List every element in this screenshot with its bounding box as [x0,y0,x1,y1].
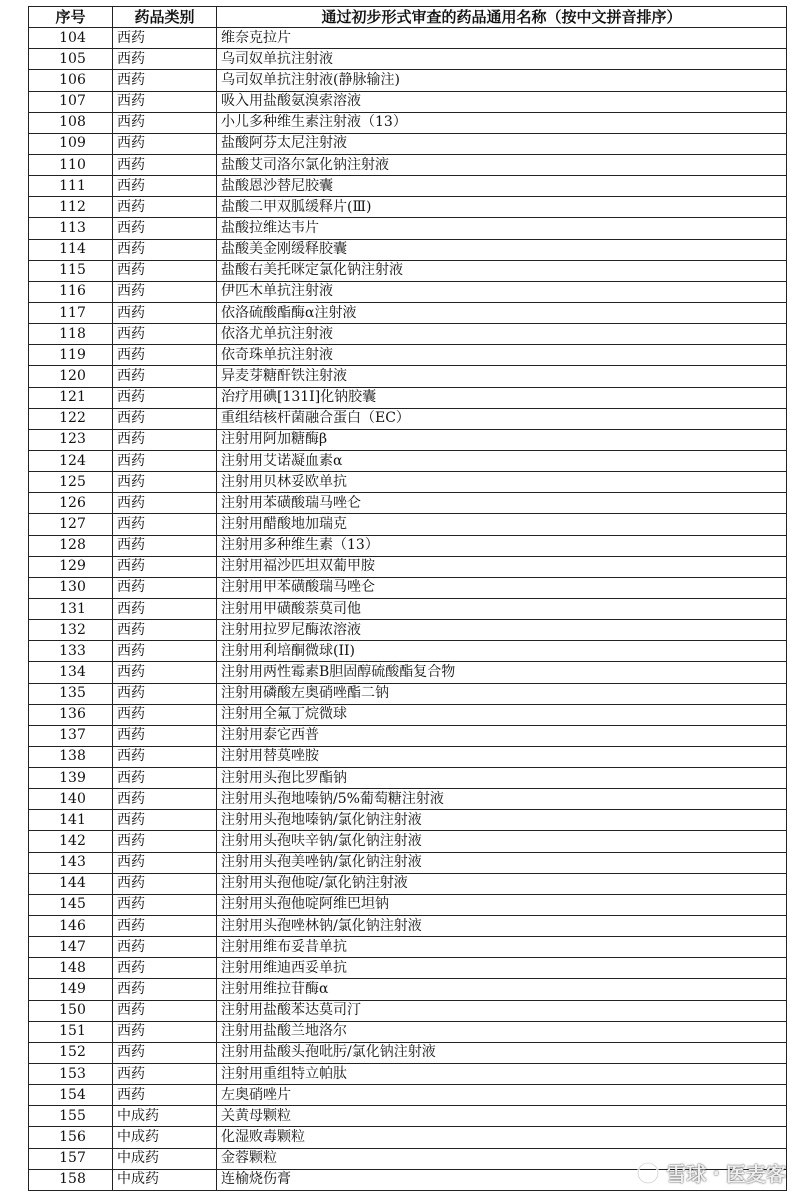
cell-drug-category: 西药 [113,324,217,345]
table-row [29,810,787,831]
cell-drug-category: 西药 [113,1000,217,1021]
cell-drug-generic-name: 注射用全氟丁烷微球 [217,704,787,725]
watermark-brand: 雪球 [666,1162,707,1186]
cell-drug-generic-name: 注射用阿加糖酶β [217,429,787,450]
cell-serial-number: 122 [29,408,113,429]
table-row [29,197,787,218]
cell-drug-generic-name: 注射用甲苯磺酸瑞马唑仑 [217,577,787,598]
table-row [29,789,787,810]
table-row [29,450,787,471]
cell-drug-category: 西药 [113,937,217,958]
table-row [29,408,787,429]
cell-drug-category: 西药 [113,916,217,937]
table-row [29,873,787,894]
cell-drug-category: 西药 [113,70,217,91]
cell-serial-number: 148 [29,958,113,979]
table-body [29,28,787,1191]
table-row [29,324,787,345]
cell-drug-generic-name: 左奥硝唑片 [217,1085,787,1106]
header-drug-generic-name: 通过初步形式审查的药品通用名称（按中文拼音排序） [217,7,787,28]
cell-serial-number: 113 [29,218,113,239]
cell-drug-category: 西药 [113,49,217,70]
cell-drug-generic-name: 注射用头孢呋辛钠/氯化钠注射液 [217,831,787,852]
cell-drug-generic-name: 盐酸阿芬太尼注射液 [217,133,787,154]
cell-drug-generic-name: 注射用泰它西普 [217,725,787,746]
cell-drug-generic-name: 注射用头孢地嗪钠/5%葡萄糖注射液 [217,789,787,810]
cell-drug-category: 西药 [113,852,217,873]
cell-drug-generic-name: 注射用替莫唑胺 [217,746,787,767]
cell-drug-generic-name: 注射用头孢他啶/氯化钠注射液 [217,873,787,894]
cell-drug-category: 西药 [113,450,217,471]
table-row [29,662,787,683]
cell-drug-category: 西药 [113,746,217,767]
cell-drug-category: 西药 [113,112,217,133]
table-row [29,1042,787,1063]
table-row [29,556,787,577]
cell-drug-category: 西药 [113,493,217,514]
table-row [29,91,787,112]
cell-serial-number: 133 [29,641,113,662]
cell-serial-number: 106 [29,70,113,91]
cell-drug-generic-name: 盐酸艾司洛尔氯化钠注射液 [217,154,787,175]
cell-drug-generic-name: 异麦芽糖酐铁注射液 [217,366,787,387]
cell-drug-category: 西药 [113,366,217,387]
cell-drug-generic-name: 注射用醋酸地加瑞克 [217,514,787,535]
cell-serial-number: 118 [29,324,113,345]
cell-drug-category: 西药 [113,894,217,915]
table-row [29,1127,787,1148]
cell-drug-category: 西药 [113,408,217,429]
cell-drug-generic-name: 注射用多种维生素（13） [217,535,787,556]
cell-drug-category: 西药 [113,429,217,450]
cell-serial-number: 145 [29,894,113,915]
cell-drug-category: 西药 [113,768,217,789]
cell-drug-generic-name: 注射用盐酸苯达莫司汀 [217,1000,787,1021]
cell-drug-generic-name: 盐酸右美托咪定氯化钠注射液 [217,260,787,281]
table-row [29,218,787,239]
cell-drug-category: 西药 [113,958,217,979]
table-row [29,28,787,49]
cell-serial-number: 117 [29,302,113,323]
cell-drug-category: 西药 [113,873,217,894]
table-row [29,302,787,323]
cell-drug-category: 西药 [113,1042,217,1063]
cell-drug-generic-name: 注射用甲磺酸萘莫司他 [217,598,787,619]
table-row [29,641,787,662]
cell-drug-generic-name: 依洛尤单抗注射液 [217,324,787,345]
table-row [29,387,787,408]
cell-drug-category: 西药 [113,577,217,598]
table-row [29,260,787,281]
cell-drug-generic-name: 重组结核杆菌融合蛋白（EC） [217,408,787,429]
cell-serial-number: 147 [29,937,113,958]
cell-drug-generic-name: 依奇珠单抗注射液 [217,345,787,366]
table-row [29,281,787,302]
cell-serial-number: 158 [29,1169,113,1190]
cell-drug-generic-name: 小儿多种维生素注射液（13） [217,112,787,133]
table-row [29,176,787,197]
cell-drug-generic-name: 注射用头孢唑林钠/氯化钠注射液 [217,916,787,937]
table-row [29,514,787,535]
table-row [29,1106,787,1127]
cell-drug-category: 西药 [113,28,217,49]
cell-drug-category: 西药 [113,1021,217,1042]
table-row [29,620,787,641]
cell-drug-generic-name: 注射用重组特立帕肽 [217,1064,787,1085]
cell-drug-category: 西药 [113,302,217,323]
table-row [29,1064,787,1085]
table-row [29,472,787,493]
table-row [29,493,787,514]
cell-serial-number: 120 [29,366,113,387]
cell-drug-category: 西药 [113,1064,217,1085]
cell-drug-generic-name: 注射用贝林妥欧单抗 [217,472,787,493]
cell-drug-generic-name: 注射用盐酸兰地洛尔 [217,1021,787,1042]
cell-drug-category: 西药 [113,281,217,302]
cell-drug-generic-name: 注射用两性霉素B胆固醇硫酸酯复合物 [217,662,787,683]
cell-drug-category: 西药 [113,810,217,831]
cell-drug-generic-name: 注射用苯磺酸瑞马唑仑 [217,493,787,514]
cell-serial-number: 157 [29,1148,113,1169]
watermark-author: 医麦客 [726,1162,786,1186]
table-row [29,725,787,746]
cell-serial-number: 110 [29,154,113,175]
cell-serial-number: 153 [29,1064,113,1085]
cell-drug-category: 西药 [113,725,217,746]
table-row [29,239,787,260]
cell-drug-category: 西药 [113,239,217,260]
cell-drug-generic-name: 注射用磷酸左奥硝唑酯二钠 [217,683,787,704]
cell-drug-category: 西药 [113,620,217,641]
cell-drug-category: 西药 [113,704,217,725]
cell-serial-number: 150 [29,1000,113,1021]
table-row [29,577,787,598]
cell-serial-number: 109 [29,133,113,154]
cell-serial-number: 114 [29,239,113,260]
cell-drug-generic-name: 注射用维迪西妥单抗 [217,958,787,979]
table-row [29,958,787,979]
cell-drug-category: 西药 [113,789,217,810]
cell-drug-generic-name: 吸入用盐酸氨溴索溶液 [217,91,787,112]
table-row [29,535,787,556]
cell-serial-number: 105 [29,49,113,70]
cell-drug-generic-name: 注射用头孢地嗪钠/氯化钠注射液 [217,810,787,831]
cell-serial-number: 134 [29,662,113,683]
cell-serial-number: 143 [29,852,113,873]
cell-drug-category: 西药 [113,831,217,852]
cell-drug-category: 西药 [113,641,217,662]
cell-drug-generic-name: 注射用维拉苷酶α [217,979,787,1000]
cell-drug-category: 西药 [113,1085,217,1106]
table-row [29,133,787,154]
watermark [636,1158,786,1187]
cell-drug-generic-name: 注射用维布妥昔单抗 [217,937,787,958]
cell-drug-category: 中成药 [113,1169,217,1190]
cell-drug-generic-name: 注射用福沙匹坦双葡甲胺 [217,556,787,577]
table-row [29,852,787,873]
table-row [29,345,787,366]
table-row [29,746,787,767]
cell-serial-number: 108 [29,112,113,133]
cell-serial-number: 125 [29,472,113,493]
cell-drug-category: 中成药 [113,1106,217,1127]
cell-serial-number: 139 [29,768,113,789]
cell-serial-number: 123 [29,429,113,450]
table-row [29,979,787,1000]
cell-drug-category: 西药 [113,556,217,577]
cell-serial-number: 149 [29,979,113,1000]
cell-drug-generic-name: 盐酸美金刚缓释胶囊 [217,239,787,260]
cell-drug-generic-name: 注射用利培酮微球(II) [217,641,787,662]
cell-serial-number: 121 [29,387,113,408]
cell-drug-category: 西药 [113,662,217,683]
table-row [29,1000,787,1021]
table-row [29,894,787,915]
drug-list-table [28,6,787,1191]
cell-drug-generic-name: 连榆烧伤膏 [217,1169,787,1190]
cell-drug-generic-name: 金蓉颗粒 [217,1148,787,1169]
cell-drug-generic-name: 依洛硫酸酯酶α注射液 [217,302,787,323]
cell-serial-number: 126 [29,493,113,514]
cell-serial-number: 144 [29,873,113,894]
cell-drug-category: 西药 [113,260,217,281]
cell-drug-generic-name: 乌司奴单抗注射液(静脉输注) [217,70,787,91]
cell-drug-category: 西药 [113,598,217,619]
cell-drug-category: 西药 [113,218,217,239]
cell-serial-number: 141 [29,810,113,831]
cell-drug-category: 西药 [113,154,217,175]
cell-serial-number: 128 [29,535,113,556]
table-row [29,49,787,70]
cell-drug-category: 中成药 [113,1148,217,1169]
watermark-separator: · [712,1160,720,1185]
cell-drug-category: 西药 [113,979,217,1000]
cell-serial-number: 107 [29,91,113,112]
cell-serial-number: 130 [29,577,113,598]
cell-drug-generic-name: 注射用头孢美唑钠/氯化钠注射液 [217,852,787,873]
cell-serial-number: 138 [29,746,113,767]
cell-drug-category: 中成药 [113,1127,217,1148]
table-row [29,598,787,619]
cell-serial-number: 119 [29,345,113,366]
cell-drug-category: 西药 [113,387,217,408]
table-row [29,366,787,387]
cell-serial-number: 132 [29,620,113,641]
cell-serial-number: 104 [29,28,113,49]
cell-serial-number: 142 [29,831,113,852]
table-row [29,1085,787,1106]
cell-drug-generic-name: 化湿败毒颗粒 [217,1127,787,1148]
cell-drug-generic-name: 乌司奴单抗注射液 [217,49,787,70]
cell-serial-number: 124 [29,450,113,471]
cell-drug-generic-name: 注射用盐酸头孢吡肟/氯化钠注射液 [217,1042,787,1063]
cell-serial-number: 155 [29,1106,113,1127]
cell-drug-generic-name: 治疗用碘[131I]化钠胶囊 [217,387,787,408]
cell-drug-generic-name: 注射用头孢比罗酯钠 [217,768,787,789]
cell-drug-category: 西药 [113,535,217,556]
cell-drug-generic-name: 伊匹木单抗注射液 [217,281,787,302]
table-row [29,1021,787,1042]
cell-serial-number: 154 [29,1085,113,1106]
cell-drug-generic-name: 盐酸恩沙替尼胶囊 [217,176,787,197]
cell-serial-number: 136 [29,704,113,725]
cell-serial-number: 131 [29,598,113,619]
cell-serial-number: 135 [29,683,113,704]
cell-serial-number: 156 [29,1127,113,1148]
cell-serial-number: 140 [29,789,113,810]
cell-drug-generic-name: 注射用艾诺凝血素α [217,450,787,471]
table-row [29,831,787,852]
cell-drug-category: 西药 [113,197,217,218]
cell-serial-number: 146 [29,916,113,937]
table-row [29,916,787,937]
cell-drug-generic-name: 关黄母颗粒 [217,1106,787,1127]
table-row [29,112,787,133]
table-row [29,154,787,175]
table-row [29,768,787,789]
cell-serial-number: 152 [29,1042,113,1063]
snowball-logo-icon [636,1161,660,1185]
header-serial-number: 序号 [29,7,113,28]
cell-serial-number: 129 [29,556,113,577]
table-header-row [29,7,787,28]
cell-serial-number: 137 [29,725,113,746]
cell-drug-category: 西药 [113,472,217,493]
table-row [29,683,787,704]
cell-drug-category: 西药 [113,683,217,704]
cell-drug-generic-name: 盐酸拉维达韦片 [217,218,787,239]
table-row [29,937,787,958]
cell-serial-number: 115 [29,260,113,281]
cell-drug-category: 西药 [113,176,217,197]
cell-drug-category: 西药 [113,133,217,154]
cell-drug-generic-name: 维奈克拉片 [217,28,787,49]
cell-drug-generic-name: 盐酸二甲双胍缓释片(Ⅲ) [217,197,787,218]
cell-drug-category: 西药 [113,345,217,366]
cell-drug-generic-name: 注射用拉罗尼酶浓溶液 [217,620,787,641]
header-drug-category: 药品类别 [113,7,217,28]
cell-drug-category: 西药 [113,514,217,535]
cell-serial-number: 127 [29,514,113,535]
cell-serial-number: 116 [29,281,113,302]
table-row [29,70,787,91]
cell-drug-generic-name: 注射用头孢他啶阿维巴坦钠 [217,894,787,915]
cell-serial-number: 111 [29,176,113,197]
table-row [29,704,787,725]
cell-serial-number: 112 [29,197,113,218]
cell-serial-number: 151 [29,1021,113,1042]
table-row [29,429,787,450]
cell-drug-category: 西药 [113,91,217,112]
